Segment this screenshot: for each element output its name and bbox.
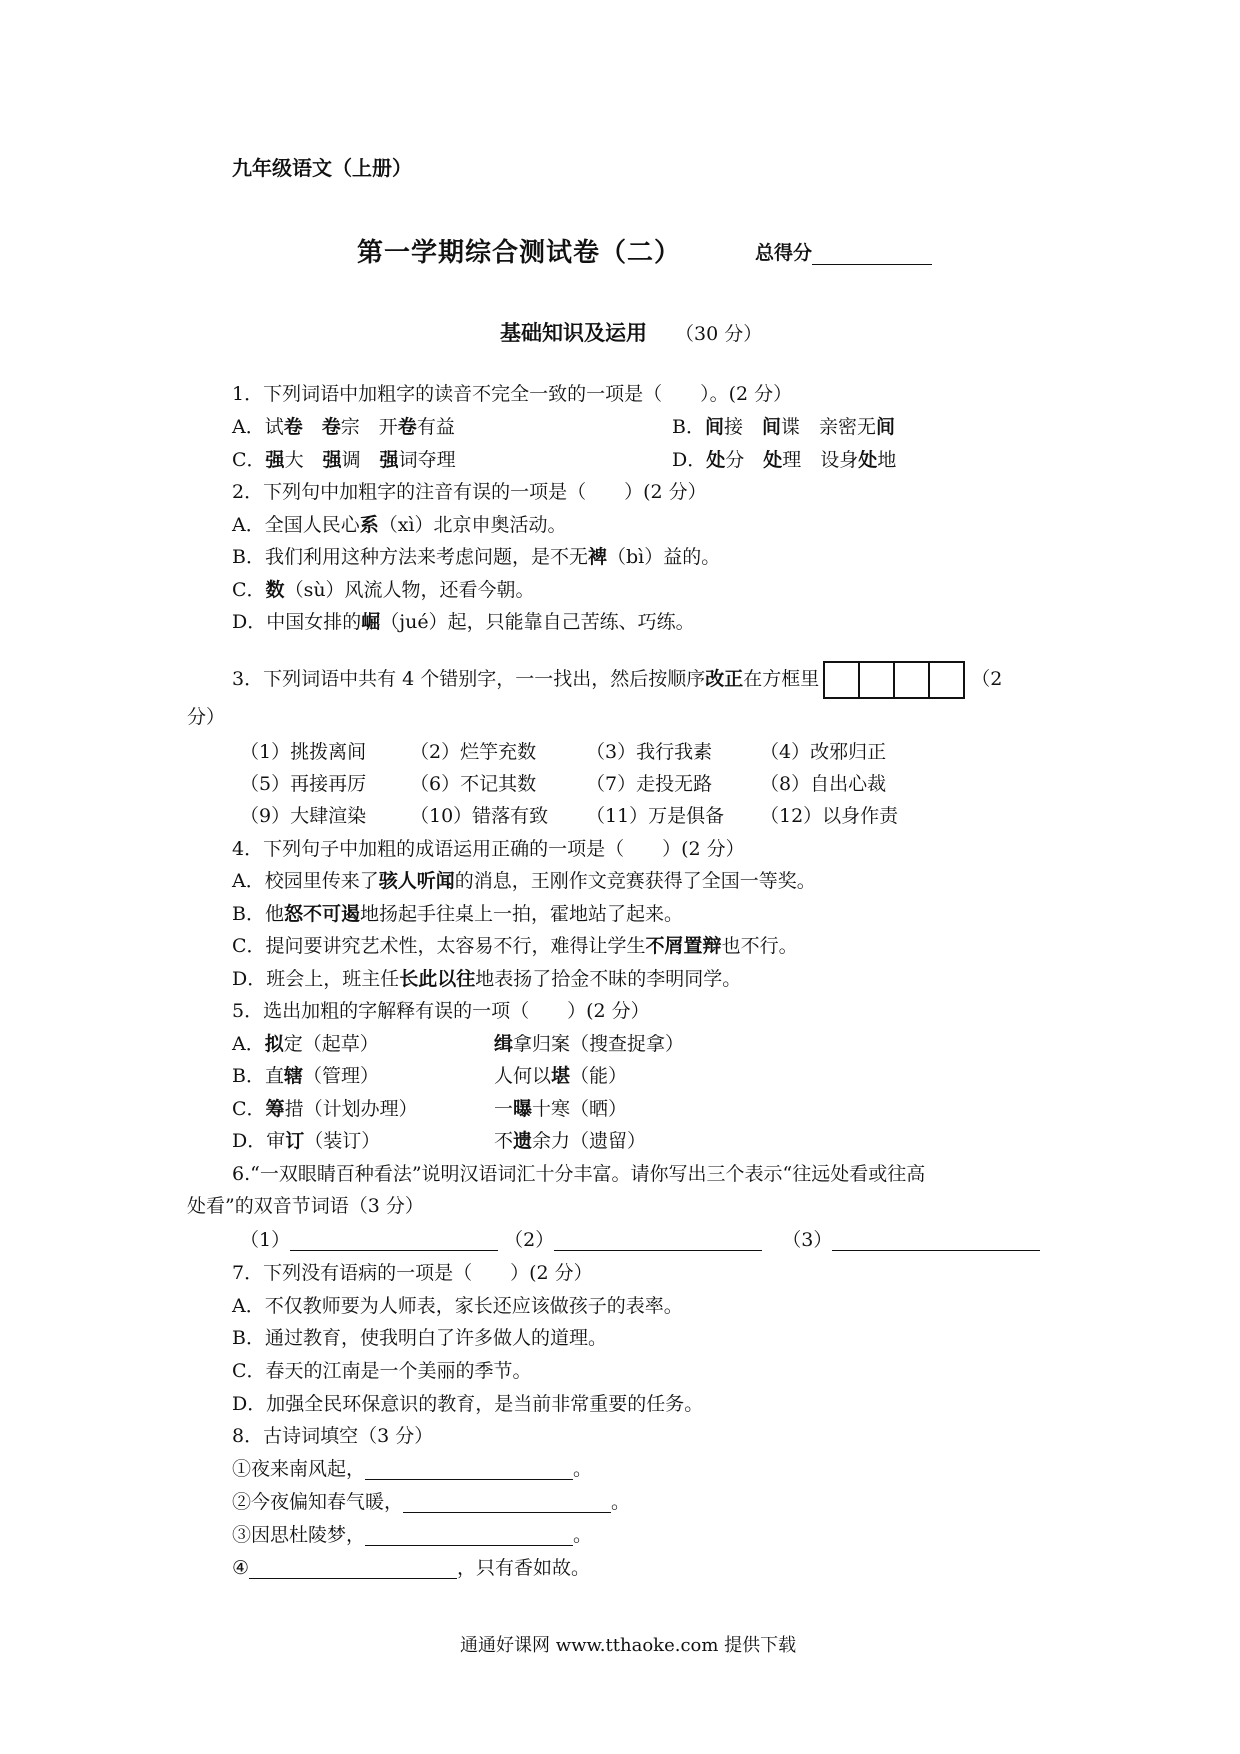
q1-option-b: B．间接 间谍 亲密无间 (672, 416, 896, 438)
q1-option-a: A．试卷 卷宗 开卷有益 (232, 416, 455, 438)
list-item: （7）走投无路 (586, 773, 713, 795)
q5-option-c-left: C．筹措（计划办理） (232, 1098, 418, 1120)
q8-line-3: ③因思杜陵梦， 。 (232, 1524, 593, 1546)
q2-option-c: C．数（sù）风流人物，还看今朝。 (232, 579, 535, 601)
section-name: 基础知识及运用 (500, 320, 647, 345)
list-item: （2）烂竽充数 (410, 741, 537, 763)
exam-title: 第一学期综合测试卷（二） (357, 238, 682, 268)
q1-option-d: D．处分 处理 设身处地 (672, 449, 897, 471)
list-item: （1）挑拨离间 (240, 741, 367, 763)
answer-box[interactable] (928, 661, 965, 699)
q3-stem: 3．下列词语中共有 4 个错别字，一一找出，然后按顺序改正在方框里 （2 (232, 661, 1002, 699)
q5-option-d-left: D．审订（装订） (232, 1130, 381, 1152)
q3-points-cont: 分） (187, 706, 226, 728)
list-item: （10）错落有致 (410, 805, 549, 827)
q4-stem: 4．下列句子中加粗的成语运用正确的一项是（ ）(2 分） (232, 838, 745, 860)
q4-option-d: D．班会上，班主任长此以往地表扬了拾金不昧的李明同学。 (232, 968, 742, 990)
q5-option-d-right: 不遗余力（遗留） (494, 1130, 647, 1152)
answer-box[interactable] (893, 661, 930, 699)
q2-option-d: D．中国女排的崛（jué）起，只能靠自己苦练、巧练。 (232, 611, 695, 633)
answer-blank[interactable] (554, 1232, 762, 1251)
answer-blank[interactable] (832, 1232, 1040, 1251)
list-item: （9）大肆渲染 (240, 805, 367, 827)
section-title (500, 317, 762, 347)
list-item: （8）自出心裁 (760, 773, 887, 795)
q5-option-b-right: 人何以堪（能） (494, 1065, 628, 1087)
list-item: （5）再接再厉 (240, 773, 367, 795)
answer-box[interactable] (823, 661, 860, 699)
list-item: （4）改邪归正 (760, 741, 887, 763)
q7-option-b: B．通过教育，使我明白了许多做人的道理。 (232, 1327, 607, 1349)
q6-stem-line1: 6.“一双眼睛百种看法”说明汉语词汇十分丰富。请你写出三个表示“往远处看或往高 (232, 1163, 926, 1185)
q7-option-a: A．不仅教师要为人师表，家长还应该做孩子的表率。 (232, 1295, 683, 1317)
q7-option-d: D．加强全民环保意识的教育，是当前非常重要的任务。 (232, 1393, 704, 1415)
q1-option-c: C．强大 强调 强词夺理 (232, 449, 456, 471)
q6-answers: （1） （2） （3） (240, 1229, 1040, 1251)
q8-line-1: ①夜来南风起， 。 (232, 1458, 593, 1480)
answer-box[interactable] (858, 661, 895, 699)
list-item: （12）以身作责 (760, 805, 899, 827)
q8-line-2: ②今夜偏知春气暖， 。 (232, 1491, 631, 1513)
q6-stem-line2: 处看”的双音节词语（3 分） (187, 1195, 424, 1217)
q5-option-b-left: B．直辖（管理） (232, 1065, 379, 1087)
answer-boxes[interactable] (825, 661, 965, 699)
q2-option-a: A．全国人民心系（xì）北京申奥活动。 (232, 514, 567, 536)
q5-option-a-left: A．拟定（起草） (232, 1033, 379, 1055)
q8-stem: 8．古诗词填空（3 分） (232, 1425, 434, 1447)
q5-stem: 5．选出加粗的字解释有误的一项（ ）(2 分） (232, 1000, 650, 1022)
q4-option-b: B．他怒不可遏地扬起手往桌上一拍，霍地站了起来。 (232, 903, 683, 925)
answer-blank[interactable] (365, 1527, 573, 1546)
answer-blank[interactable] (403, 1494, 611, 1513)
score-label: 总得分 (755, 242, 813, 264)
q1-stem: 1．下列词语中加粗字的读音不完全一致的一项是（ ）。(2 分） (232, 383, 793, 405)
list-item: （6）不记其数 (410, 773, 537, 795)
list-item: （11）万是俱备 (586, 805, 725, 827)
score-blank[interactable] (812, 246, 932, 265)
answer-blank[interactable] (365, 1461, 573, 1480)
q4-option-a: A．校园里传来了骇人听闻的消息，王刚作文竞赛获得了全国一等奖。 (232, 870, 816, 892)
section-points: （30 分） (675, 323, 763, 345)
footer-credit: 通通好课网 www.tthaoke.com 提供下载 (460, 1635, 797, 1656)
q4-option-c: C．提问要讲究艺术性，太容易不行，难得让学生不屑置辩也不行。 (232, 935, 798, 957)
q5-option-c-right: 一曝十寒（晒） (494, 1098, 628, 1120)
q2-option-b: B．我们利用这种方法来考虑问题，是不无裨（bì）益的。 (232, 546, 721, 568)
answer-blank[interactable] (290, 1232, 498, 1251)
answer-blank[interactable] (249, 1560, 457, 1579)
q5-option-a-right: 缉拿归案（搜查捉拿） (494, 1033, 685, 1055)
total-score (755, 238, 932, 265)
q7-option-c: C．春天的江南是一个美丽的季节。 (232, 1360, 532, 1382)
q8-line-4: ④ ，只有香如故。 (232, 1557, 591, 1579)
q2-stem: 2．下列句中加粗字的注音有误的一项是（ ）(2 分） (232, 481, 707, 503)
grade-label: 九年级语文（上册） (232, 156, 412, 180)
list-item: （3）我行我素 (586, 741, 713, 763)
q7-stem: 7．下列没有语病的一项是（ ）(2 分） (232, 1262, 593, 1284)
